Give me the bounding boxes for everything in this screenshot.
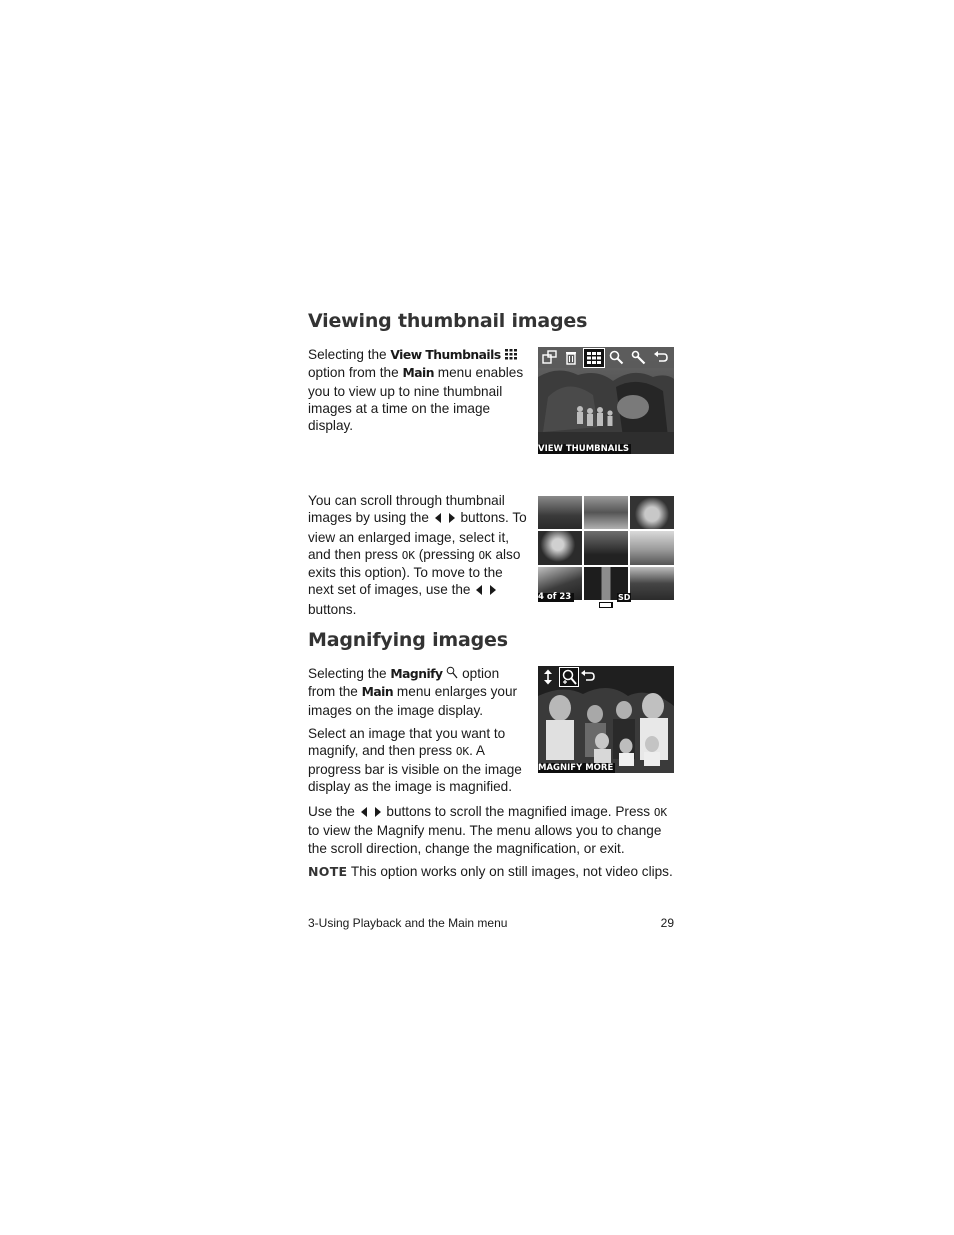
- thumbnail-image: [584, 496, 628, 529]
- thumbnails-grid-icon: [583, 348, 605, 368]
- text-run: buttons.: [308, 601, 357, 617]
- left-right-arrows-icon: [359, 805, 383, 822]
- wrench-icon: [631, 350, 646, 369]
- memory-card-indicator: SD: [618, 593, 631, 602]
- thumbnail-image: [630, 531, 674, 564]
- magnify-scroll-paragraph: [308, 803, 678, 857]
- ui-term-main: Main: [402, 366, 434, 381]
- ok-key: OK: [478, 548, 492, 562]
- text-run: Use the: [308, 804, 359, 819]
- left-right-arrows-icon: [474, 583, 498, 600]
- camera-screen-magnify: [538, 666, 674, 773]
- thumbnails-grid-icon: [504, 347, 518, 364]
- camera-menu-bar: [538, 347, 674, 368]
- ok-key: OK: [455, 745, 470, 759]
- text-run: buttons to scroll the magnified image. Press: [382, 804, 654, 819]
- text-run: buttons. To view an enlarged image, select it, and then press: [308, 510, 527, 562]
- text-run: Selecting the: [308, 666, 391, 681]
- magnify-more-icon: [559, 667, 579, 687]
- thumbnail-image: [584, 531, 628, 564]
- thumbnails-scroll-paragraph: [308, 492, 530, 618]
- footer-chapter: 3-Using Playback and the Main menu: [308, 916, 508, 930]
- thumbnail-image: [630, 496, 674, 529]
- thumbnail-image: [538, 531, 582, 564]
- thumbnail-status-bar: [538, 593, 674, 602]
- section-title-magnify: Magnifying images: [308, 629, 508, 651]
- text-run: menu enlarges your images on the image display.: [308, 684, 518, 718]
- scroll-direction-icon: [542, 669, 554, 689]
- magnify-icon: [609, 350, 624, 369]
- back-arrow-icon: [580, 669, 596, 688]
- note-text: This option works only on still images, not video clips.: [347, 864, 673, 879]
- camera-menu-bar: [538, 666, 674, 687]
- thumbnail-image: [538, 496, 582, 529]
- page-number: 29: [660, 916, 674, 930]
- ok-key: OK: [653, 806, 668, 819]
- camera-screen-thumbnail-grid: [538, 496, 674, 602]
- camera-screen-view-thumbnails: [538, 347, 674, 454]
- section-title-thumbnails: Viewing thumbnail images: [308, 310, 588, 332]
- left-right-arrows-icon: [433, 511, 457, 528]
- ok-key: OK: [401, 548, 415, 562]
- back-arrow-icon: [653, 350, 669, 369]
- text-run: option from the: [308, 666, 500, 700]
- note-paragraph: [308, 863, 688, 880]
- text-run: menu enables you to view up to nine thumbnail images at a time on the image display.: [308, 365, 524, 434]
- text-run: (pressing: [414, 546, 479, 562]
- camera-screen-label: VIEW THUMBNAILS: [538, 444, 630, 454]
- text-run: Select an image that you want to magnify, and then press: [308, 726, 506, 759]
- note-label: NOTE: [308, 864, 348, 879]
- text-run: You can scroll through thumbnail images by using the: [308, 493, 505, 526]
- battery-icon: [598, 594, 616, 613]
- image-counter: 4 of 23: [538, 593, 574, 602]
- text-run: to view the Magnify menu. The menu allows you to change the scroll direction, change the magnification, or exit.: [308, 823, 662, 856]
- rotate-icon: [542, 350, 557, 369]
- ui-term-magnify: Magnify: [390, 667, 443, 681]
- text-run: also exits this option). To move to the next set of images, use the: [308, 546, 521, 598]
- trash-icon: [564, 350, 578, 369]
- ui-term-view-thumbnails: View Thumbnails: [390, 348, 501, 362]
- magnify-select-paragraph: [308, 725, 530, 795]
- ui-term-main: Main: [361, 685, 394, 700]
- magnify-intro-paragraph: [308, 665, 530, 719]
- camera-screen-label: MAGNIFY MORE: [538, 763, 614, 773]
- text-run: . A progress bar is visible on the image display as the image is magnified.: [308, 743, 522, 794]
- magnify-icon: [446, 666, 458, 683]
- thumbnails-intro-paragraph: [308, 346, 526, 434]
- text-run: option from the: [308, 365, 403, 381]
- text-run: Selecting the: [308, 347, 391, 362]
